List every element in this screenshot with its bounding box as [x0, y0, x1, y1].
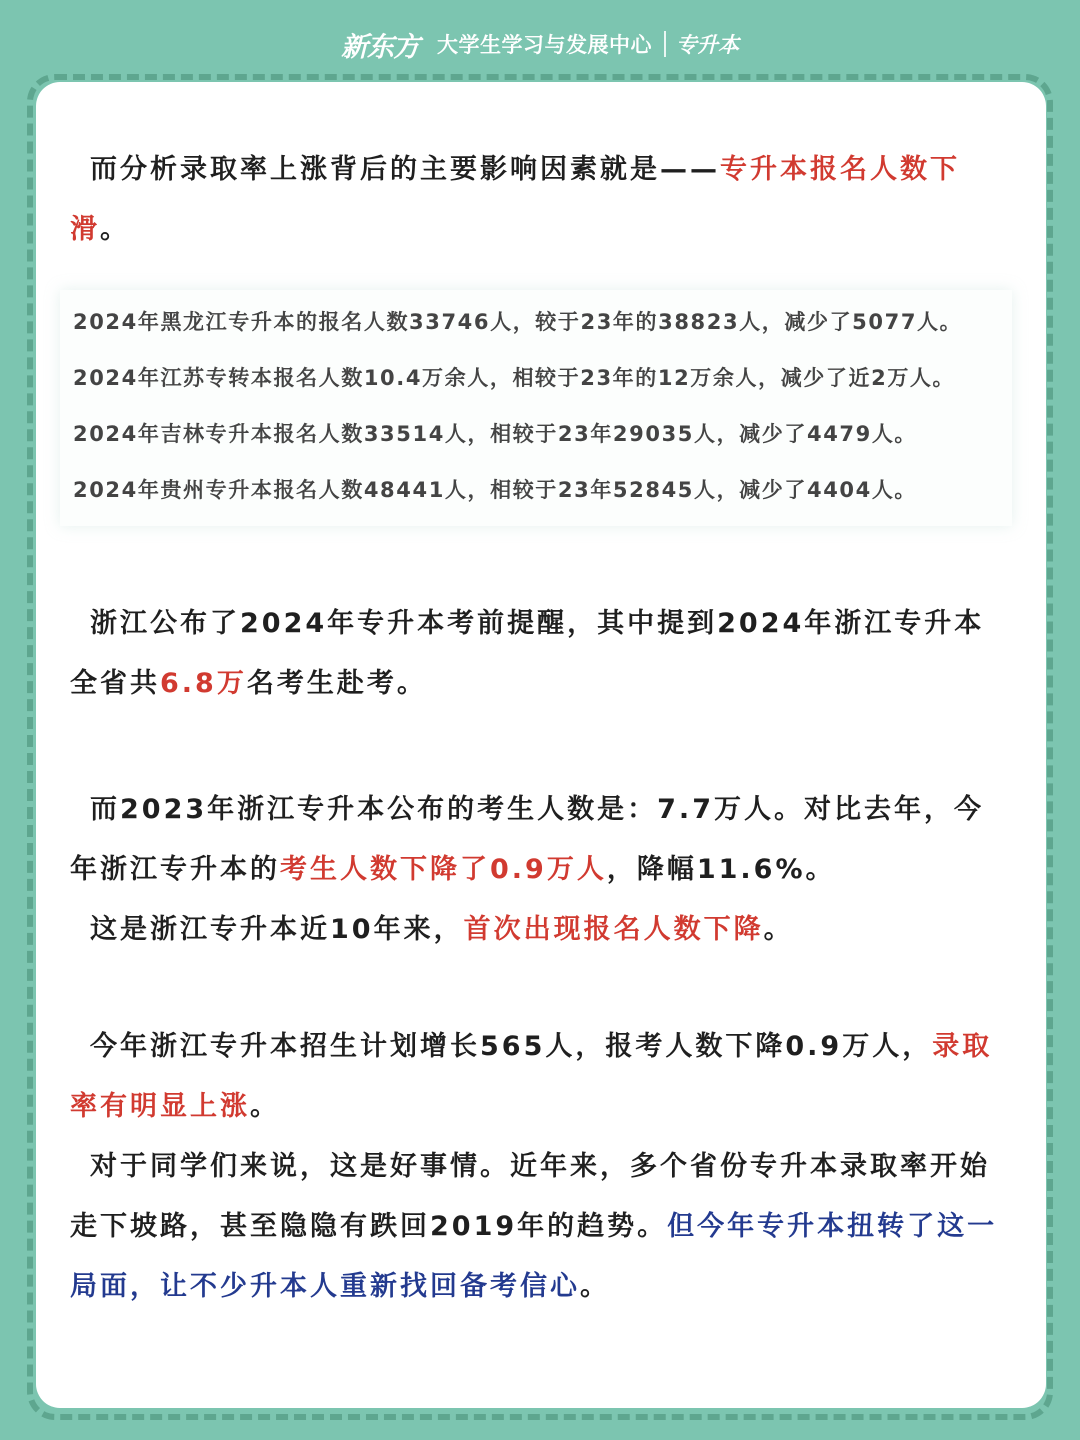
header-divider: [664, 31, 666, 57]
paragraph-zhejiang-2024-end: 名考生赴考。: [246, 668, 427, 699]
paragraph-first-decline-text: 这是浙江专升本近10年来，: [90, 914, 464, 945]
stat-guizhou: 2024年贵州专升本报名人数48441人，相较于23年52845人，减少了4404人。: [73, 478, 918, 502]
paragraph-factor-end: 。: [100, 214, 130, 245]
paragraph-admission-plan-end: 。: [250, 1091, 280, 1122]
page-header: [0, 22, 1080, 66]
paragraph-zhejiang-2023-highlight: 考生人数下降了0.9万人: [280, 854, 607, 885]
paragraph-zhejiang-2024-highlight: 6.8万: [160, 668, 247, 699]
stat-jiangsu: 2024年江苏专转本报名人数10.4万余人，相较于23年的12万余人，减少了近2万人。: [73, 366, 956, 390]
paragraph-good-news-highlight: 但今年专升本扭转了这一局面，让不少升本人重新找回备考信心: [70, 1211, 998, 1302]
paragraph-admission-plan: [70, 1017, 1010, 1137]
paragraph-admission-plan-highlight: 录取率有明显上涨: [70, 1031, 993, 1122]
paragraph-zhejiang-2024: [70, 594, 1010, 714]
stat-heilongjiang: 2024年黑龙江专升本的报名人数33746人，较于23年的38823人，减少了5077人。: [73, 310, 963, 334]
paragraph-good-news: [70, 1137, 1010, 1317]
paragraph-first-decline-highlight: 首次出现报名人数下降: [463, 914, 764, 945]
stat-jilin: 2024年吉林专升本报名人数33514人，相较于23年29035人，减少了4479人。: [73, 422, 918, 446]
paragraph-zhejiang-2023: [70, 780, 1010, 900]
paragraph-zhejiang-2024-text: 浙江公布了2024年专升本考前提醒，其中提到2024年浙江专升本全省共: [70, 608, 985, 699]
center-name: 大学生学习与发展中心: [437, 33, 652, 57]
program-name: 专升本: [676, 33, 739, 57]
paragraph-factor: [70, 140, 1010, 260]
paragraph-first-decline-end: 。: [763, 914, 794, 945]
paragraph-zhejiang-2023-text: 而2023年浙江专升本公布的考生人数是：7.7万人。对比去年，今年浙江专升本的: [70, 794, 984, 885]
paragraph-factor-highlight: 专升本报名人数下滑: [70, 154, 960, 245]
paragraph-good-news-end: 。: [580, 1271, 610, 1302]
paragraph-admission-plan-text: 今年浙江专升本招生计划增长565人，报考人数下降0.9万人，: [90, 1031, 933, 1062]
paragraph-first-decline: [70, 900, 1010, 960]
brand-logo-text: 新东方: [341, 31, 419, 63]
paragraph-factor-text: 而分析录取率上涨背后的主要影响因素就是——: [90, 154, 720, 185]
paragraph-zhejiang-2023-end: ，降幅11.6%。: [606, 854, 836, 885]
paragraph-good-news-text: 对于同学们来说，这是好事情。近年来，多个省份专升本录取率开始走下坡路，甚至隐隐有跌回2019年的趋势。: [70, 1151, 990, 1242]
